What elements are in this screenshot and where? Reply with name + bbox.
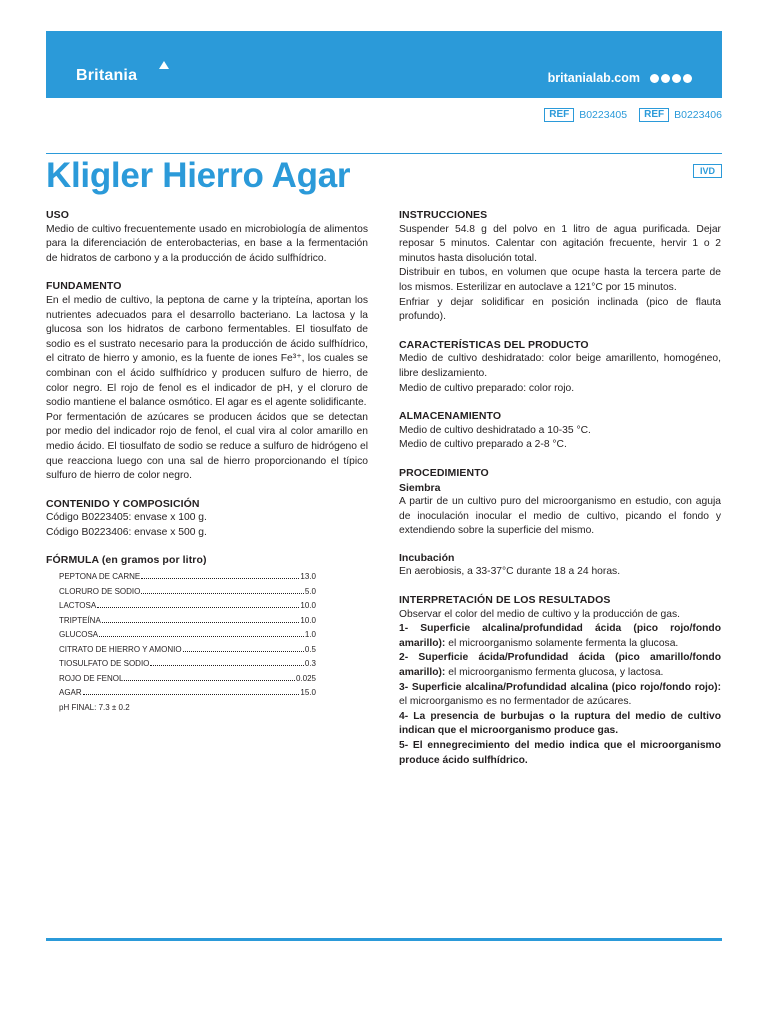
section-heading-fundamento: FUNDAMENTO: [46, 280, 122, 293]
bottom-divider: [46, 938, 722, 941]
formula-value: 5.0: [304, 586, 316, 596]
formula-name: CITRATO DE HIERRO Y AMONIO: [59, 644, 182, 654]
formula-value: 15.0: [300, 688, 316, 698]
interpretacion-item-text: el microorganismo solamente fermenta la glucosa.: [445, 637, 679, 649]
almacenamiento-line-2: Medio de cultivo preparado a 2-8 °C.: [399, 439, 567, 451]
interpretacion-item-text: el microorganismo es no fermentador de azúcares.: [399, 696, 632, 708]
left-column: [46, 208, 368, 715]
interpretacion-intro: Observar el color del medio de cultivo y la producción de gas.: [399, 608, 681, 620]
formula-name: TIOSULFATO DE SODIO: [59, 659, 150, 669]
section-heading-uso: USO: [46, 209, 70, 221]
facebook-icon[interactable]: [650, 74, 659, 83]
leader-dots: [150, 665, 303, 666]
subheading-siembra: Siembra: [399, 481, 441, 494]
caracteristicas-line-1: Medio de cultivo deshidratado: color beige amarillento, homogéneo, libre deslizamiento.: [399, 353, 721, 379]
top-divider: [46, 153, 722, 154]
formula-row: [59, 614, 316, 629]
section-heading-caracteristicas: CARACTERÍSTICAS DEL PRODUCTO: [399, 338, 589, 351]
social-icons: [650, 74, 692, 83]
ref-label: REF: [639, 108, 669, 122]
interpretacion-item-bold: 2- Superficie ácida/Profundidad ácida (pico amarillo/fondo amarillo):: [399, 652, 721, 679]
contenido-line-2: Código B0223406: envase x 500 g.: [46, 526, 207, 538]
formula-value: 10.0: [300, 615, 316, 625]
siembra-text: A partir de un cultivo puro del microorganismo en estudio, con aguja de inoculación inocular el medio de cultivo, picando el fondo y extendiendo sobre la superficie del mismo.: [399, 496, 721, 537]
instrucciones-text-1: Suspender 54.8 g del polvo en 1 litro de agua purificada. Dejar reposar 5 minutos. Calentar con agitación frecuente, hervir 1 o 2 minutos hasta disolución total.: [399, 223, 721, 264]
formula-name: GLUCOSA: [59, 630, 99, 640]
interpretacion-item-4: 4- La presencia de burbujas o la ruptura del medio de cultivo indican que el microorganismo produce gas.: [399, 710, 721, 737]
formula-name: PEPTONA DE CARNE: [59, 572, 141, 582]
formula-table: [46, 570, 316, 715]
contenido-line-1: Código B0223405: envase x 100 g.: [46, 512, 207, 524]
formula-value: 0.3: [304, 659, 316, 669]
fundamento-text-2: Por fermentación de azúcares se producen ácidos que se detectan por medio del indicador rojo de fenol, el cual vira al color amarillo en medio ácido. El tiosulfato de sodio se reduce a sulfuro de hidrógeno el que reacciona luego con una sal de hierro proporcionando el típico sulfuro de hierro de color negro.: [46, 411, 368, 482]
formula-row: [59, 672, 316, 687]
formula-value: 10.0: [300, 601, 316, 611]
ref-code: B0223405: [579, 109, 628, 121]
formula-name: ROJO DE FENOL: [59, 673, 124, 683]
instrucciones-text-2: Distribuir en tubos, en volumen que ocupe hasta la tercera parte de los mismos. Esterilizar en autoclave a 121°C por 15 minutos.: [399, 267, 721, 293]
leader-dots: [99, 636, 304, 637]
ivd-badge: IVD: [693, 164, 722, 178]
formula-row: [59, 628, 316, 643]
formula-name: TRIPTEÍNA: [59, 615, 101, 625]
formula-row: [59, 643, 316, 658]
section-heading-instrucciones: INSTRUCCIONES: [399, 209, 488, 221]
ref-label: REF: [544, 108, 574, 122]
instrucciones-text-3: Enfriar y dejar solidificar en posición inclinada (pico de flauta profundo).: [399, 296, 721, 323]
leader-dots: [141, 578, 299, 579]
leader-dots: [124, 680, 295, 681]
incubacion-text: En aerobiosis, a 33-37°C durante 18 a 24 horas.: [399, 566, 621, 578]
interpretacion-item: [399, 681, 721, 710]
formula-name: CLORURO DE SODIO: [59, 586, 141, 596]
formula-row: [59, 570, 316, 585]
ref-codes: [544, 108, 722, 122]
interpretacion-item-text: el microorganismo fermenta glucosa, y lactosa.: [445, 667, 664, 679]
interpretacion-item-5: 5- El ennegrecimiento del medio indica que el microorganismo produce ácido sulfhídrico.: [399, 740, 721, 766]
section-heading-interpretacion: INTERPRETACIÓN DE LOS RESULTADOS: [399, 594, 611, 607]
interpretacion-item-bold: 1- Superficie alcalina/profundidad ácida (pico rojo/fondo amarillo):: [399, 623, 721, 649]
instagram-icon[interactable]: [683, 74, 692, 83]
section-heading-contenido: CONTENIDO Y COMPOSICIÓN: [46, 497, 200, 510]
formula-value: 0.025: [295, 673, 316, 683]
leader-dots: [183, 651, 304, 652]
formula-row: [59, 657, 316, 672]
formula-value: 0.5: [304, 644, 316, 654]
right-column: [399, 208, 721, 768]
brand-triangle-icon: [159, 61, 169, 69]
interpretacion-item-bold: 3- Superficie alcalina/Profundidad alcalina (pico rojo/fondo rojo):: [399, 681, 721, 693]
twitter-icon[interactable]: [661, 74, 670, 83]
caracteristicas-line-2: Medio de cultivo preparado: color rojo.: [399, 382, 575, 394]
formula-value: 13.0: [300, 572, 316, 582]
fundamento-text-1: En el medio de cultivo, la peptona de carne y la tripteína, aportan los nutrientes adecuados para el desarrollo bacteriano. La lactosa y la glucosa son los hidratos de carbono fermentables. El tiosulfato de sodio es el sustrato necesario para la producción de ácido sulfhídrico, el citrato de hierro y amonio, es la fuente de iones Fe³⁺, los cuales se combinan con el ácido sulfhídrico y producen sulfuro de hierro, de color negro. El rojo de fenol es el indicador de pH, y el cloruro de sodio mantiene el balance osmótico. El agar es el agente solidificante.: [46, 294, 368, 409]
leader-dots: [83, 694, 300, 695]
almacenamiento-line-1: Medio de cultivo deshidratado a 10-35 °C.: [399, 424, 591, 436]
formula-row: [59, 585, 316, 600]
formula-value: 1.0: [304, 630, 316, 640]
brand-logo: Britania: [76, 67, 138, 84]
interpretacion-item: [399, 651, 721, 680]
section-heading-almacenamiento: ALMACENAMIENTO: [399, 410, 502, 423]
section-heading-formula: FÓRMULA (en gramos por litro): [46, 554, 207, 567]
leader-dots: [141, 593, 304, 594]
formula-name: AGAR: [59, 688, 82, 698]
formula-name: LACTOSA: [59, 601, 97, 611]
page-title: Kligler Hierro Agar: [46, 156, 351, 195]
interpretacion-item: [399, 622, 721, 651]
subheading-incubacion: Incubación: [399, 551, 455, 564]
youtube-icon[interactable]: [672, 74, 681, 83]
section-heading-procedimiento: PROCEDIMIENTO: [399, 466, 489, 479]
formula-row: [59, 686, 316, 701]
leader-dots: [102, 622, 300, 623]
ph-final: pH FINAL: 7.3 ± 0.2: [59, 702, 130, 712]
header-banner: [46, 31, 722, 98]
leader-dots: [97, 607, 299, 608]
formula-row: [59, 599, 316, 614]
ref-code: B0223406: [674, 109, 722, 121]
uso-text: Medio de cultivo frecuentemente usado en microbiología de alimentos para la diferenciación de enterobacterias, en base a la fermentación de hidratos de carbono y a la producción de ácido sulfhídrico.: [46, 223, 368, 264]
website-link[interactable]: britanialab.com: [547, 71, 640, 85]
